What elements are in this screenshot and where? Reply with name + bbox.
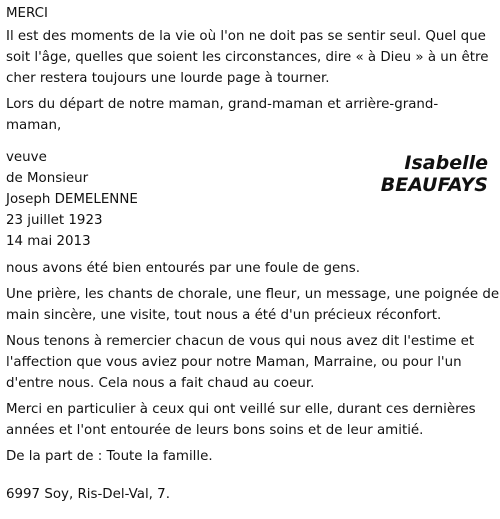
special-thanks-line: Merci en particulier à ceux qui ont veillé sur elle, durant ces dernières (6, 402, 476, 417)
deceased-first-name: Isabelle (404, 152, 488, 174)
thanks-line: l'affection que vous aviez pour notre Maman, Marraine, ou pour l'un (6, 355, 462, 370)
deceased-details (6, 148, 496, 248)
departure-line: maman, (6, 118, 62, 133)
family-signature: De la part de : Toute la famille. (6, 449, 213, 464)
spouse-prefix: de Monsieur (6, 171, 89, 186)
deceased-info (6, 147, 138, 252)
surrounded-line: nous avons été bien entourés par une foule de gens. (6, 261, 360, 276)
death-date: 14 mai 2013 (6, 234, 91, 249)
intro-paragraph (6, 26, 496, 89)
special-thanks-paragraph (6, 399, 496, 441)
thanks-paragraph (6, 331, 496, 394)
comfort-line: main sincère, une visite, tout nous a été d'un précieux réconfort. (6, 308, 442, 323)
obituary-notice (6, 0, 500, 505)
comfort-paragraph (6, 284, 500, 326)
heading: MERCI (6, 6, 48, 21)
thanks-line: Nous tenons à remercier chacun de vous qui nous avez dit l'estime et (6, 334, 475, 349)
family-address: 6997 Soy, Ris-Del-Val, 7. (6, 487, 170, 502)
departure-line: Lors du départ de notre maman, grand-maman et arrière-grand- (6, 97, 439, 112)
intro-line: cher restera toujours une lourde page à tourner. (6, 71, 330, 86)
intro-line: Il est des moments de la vie où l'on ne doit pas se sentir seul. Quel que (6, 29, 486, 44)
thanks-line: d'entre nous. Cela nous a fait chaud au coeur. (6, 376, 315, 391)
birth-date: 23 juillet 1923 (6, 213, 103, 228)
deceased-last-name: BEAUFAYS (380, 174, 488, 196)
widow-status: veuve (6, 150, 47, 165)
spouse-name: Joseph DEMELENNE (6, 192, 138, 207)
deceased-name (381, 152, 488, 196)
special-thanks-line: années et l'ont entourée de leurs bons soins et de leur amitié. (6, 423, 424, 438)
comfort-line: Une prière, les chants de chorale, une fleur, un message, une poignée de (6, 287, 500, 302)
intro-line: soit l'âge, quelles que soient les circonstances, dire « à Dieu » à un être (6, 50, 489, 65)
departure-paragraph (6, 94, 496, 136)
